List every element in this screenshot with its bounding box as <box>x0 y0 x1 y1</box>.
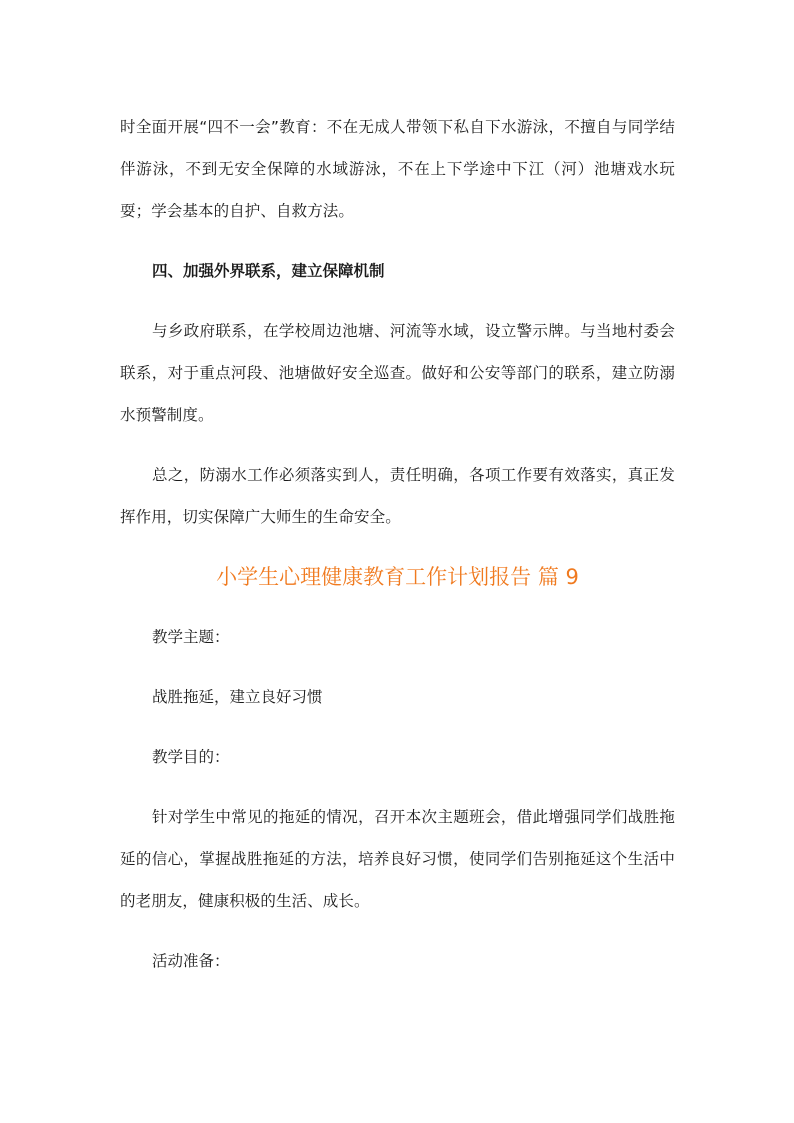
paragraph-summary: 总之，防溺水工作必须落实到人，责任明确，各项工作要有效落实，真正发挥作用，切实保障广大师生的生命安全。 <box>120 466 675 526</box>
goal-label: 教学目的： <box>152 748 230 766</box>
section-title: 小学生心理健康教育工作计划报告 篇 9 <box>216 565 579 589</box>
preparation-label: 活动准备： <box>152 952 230 970</box>
paragraph-four-nos-education: 时全面开展“四不一会”教育：不在无成人带领下私自下水游泳，不擅自与同学结伴游泳，不到无安全保障的水域游泳，不在上下学途中下江（河）池塘戏水玩耍；学会基本的自护、自救方法。 <box>120 118 675 220</box>
document-body <box>120 106 675 1000</box>
paragraph-government-contact: 与乡政府联系，在学校周边池塘、河流等水域，设立警示牌。与当地村委会联系，对于重点河段、池塘做好安全巡查。做好和公安等部门的联系，建立防溺水预警制度。 <box>120 322 675 424</box>
heading-external-contact: 四、加强外界联系，建立保障机制 <box>152 262 385 280</box>
theme-value: 战胜拖延，建立良好习惯 <box>152 688 323 706</box>
goal-paragraph: 针对学生中常见的拖延的情况，召开本次主题班会，借此增强同学们战胜拖延的信心，掌握战胜拖延的方法，培养良好习惯，使同学们告别拖延这个生活中的老朋友，健康积极的生活、成长。 <box>120 808 675 910</box>
theme-label: 教学主题： <box>152 628 230 646</box>
